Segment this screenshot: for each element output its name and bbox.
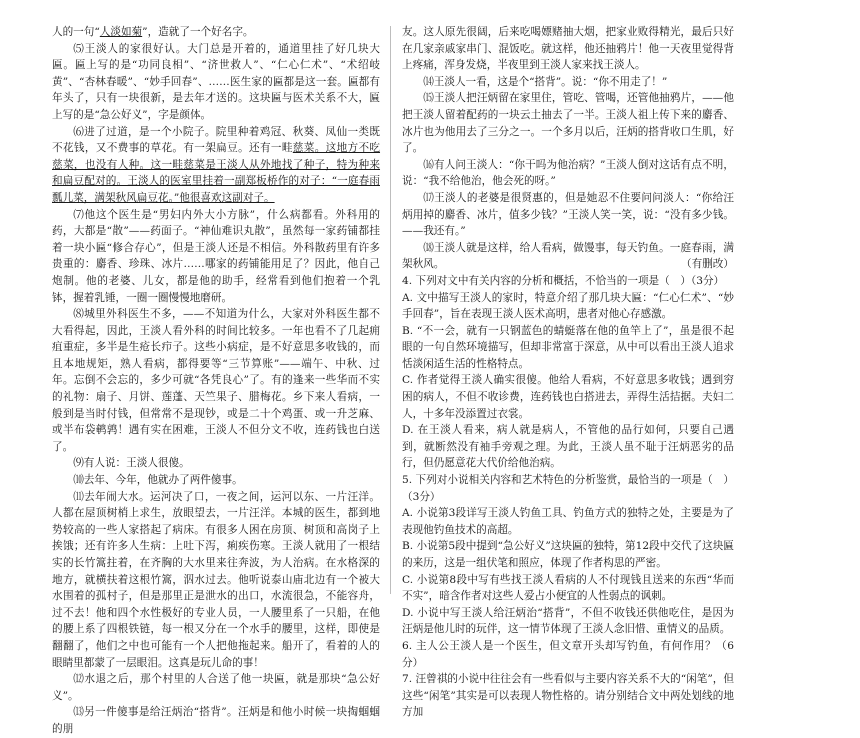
underlined-phrase: 人淡如菊 xyxy=(99,26,143,38)
paragraph-14: ⒁王淡人一看，这是个“搭背”。说：“你不用走了！” xyxy=(423,75,668,88)
question-7: 7. 汪曾祺的小说中往往会有一些看似与主要内容关系不大的“闲笔”，但这些“闲笔”其实是可以表现人物性格的。请分别结合文中两处划线的地方加 xyxy=(402,673,734,719)
question-4: 4. 下列对文中有关内容的分析和概括，不恰当的一项是（ ）（3分） xyxy=(402,274,725,287)
paragraph-10: ⑽去年、今年，他就办了两件傻事。 xyxy=(73,474,243,487)
question-5-option-a: A. 小说第3段详写王淡人钓鱼工具、钓鱼方式的独特之处，主要是为了表现他钓鱼技术的高超。 xyxy=(402,507,734,536)
paragraph-5: ⑸王淡人的家很好认。大门总是开着的，通道里挂了好几块大匾。匾上写的是“功同良相”、“济世救人”、“仁心仁术”、“术绍岐黄”、“杏林春暖”、“妙手回春”、……医生家的匾都是这一套。匾都有年头了，只有一块很新，是去年才送的。这块匾与医术关系不大，匾上写的是“急公好义”，字是颜体。 xyxy=(52,42,380,121)
right-column xyxy=(402,24,734,721)
left-column xyxy=(52,24,380,738)
source-note: （有删改） xyxy=(681,258,734,271)
story-line-1: 人的一句“人淡如菊”，造就了一个好名字。 xyxy=(52,26,254,38)
question-5-option-d: D. 小说中写王淡人给汪炳治“搭背”，不但不收钱还供他吃住，是因为汪炳是他儿时的玩伴，这一情节体现了王淡人念旧惜、重情义的品质。 xyxy=(402,606,734,636)
question-5-option-c: C. 小说第8段中写有些找王淡人看病的人不付现钱且送来的东西“华而不实”，暗含作者对这些人爱占小便宜的人性弱点的讽刺。 xyxy=(402,573,734,603)
question-5: 5. 下列对小说相关内容和艺术特色的分析鉴赏，最恰当的一项是（ ）（3分） xyxy=(402,474,734,503)
question-5-option-b: B. 小说第5段中提到“急公好义”这块匾的独特，第12段中交代了这块匾的来历，这是一组伏笔和照应，体现了作者构思的严密。 xyxy=(402,540,734,569)
question-4-option-c: C. 作者觉得王淡人确实很傻。他给人看病，不好意思多收钱；遇到穷困的病人，不但不收诊费，连药钱也白搭进去，弄得生活拮据。夫妇二人，十多年没添置过衣裳。 xyxy=(402,374,734,420)
question-4-option-d: D. 在王淡人看来，病人就是病人，不管他的品行如何，只要自己遇到，就断然没有袖手旁观之理。为此，王淡人虽不耻于汪炳恶劣的品行，但仍愿意花大代价给他治病。 xyxy=(402,424,734,470)
column-divider xyxy=(390,26,391,594)
paragraph-18: ⒅王淡人就是这样，给人看病，做馒事，每天钓鱼。一庭春雨，满架秋风。 （有删改） xyxy=(402,240,734,273)
story-continuation: 友。这人原先很阔，后来吃喝嫖赌抽大烟，把家业败得精光，最后只好在几家亲戚家串门、混饭吃。就这样，他还抽鸦片！他一天夜里觉得背上疼痛，浑身发烧，半夜里到王淡人家来找王淡人。 xyxy=(402,26,734,72)
question-4-option-a: A. 文中描写王淡人的家时，特意介绍了那几块大匾：“仁心仁术”、“妙手回春”，旨在表现王淡人医术高明，患者对他心存感激。 xyxy=(402,291,734,321)
paragraph-12: ⑿水退之后，那个村里的人合送了他一块匾，就是那块“急公好义”。 xyxy=(52,673,380,702)
underlined-passage: 这一畦慈菜是王淡人从外地找了种子，特为种来和扁豆配对的。王淡人的医室里挂着一副郑板桥作的对子：“一庭春雨瓢儿菜，满架秋风扁豆花。”他很喜欢这副对子。 xyxy=(52,158,381,204)
paragraph-6: ⑹进了过道，是一个小院子。院里种着鸡冠、秋葵、凤仙一类既不花钱，又不费事的草花。有一架扁豆。还有一畦慈菜。这地方不吃慈菜，也没有人种。这一畦慈菜是王淡人从外地找了种子，特为种来和扁豆配对的。王淡人的医室里挂着一副郑板桥作的对子：“一庭春雨瓢儿菜，满架秋风扁豆花。”他很喜欢这副对子。 xyxy=(52,125,381,204)
paragraph-13: ⒀另一件傻事是给汪炳治“搭背”。汪炳是和他小时候一块掏蝈蝈的朋 xyxy=(52,706,380,735)
paragraph-11: ⑾去年闹大水。运河决了口，一夜之间，运河以东、一片汪洋。人都在屋顶树梢上求生，放眼望去，一片汪洋。本城的医生，都到地势较高的一些人家搭起了病床。有很多人困在房顶、树顶和高岗子上挨饿；还有许多人生病：上吐下泻，痢疾伤寒。王淡人就用了一根结实的长竹篙拄着，在齐胸的大水里来往奔波，为人治病。在水格深的地方，就横扶着这根竹篙，泅水过去。他听说泰山庙北边有一个被大水围着的孤村子，但是那里正是泄水的出口，水流很急，不能容舟，过不去！他和四个水性极好的专业人员，一人腰里系了一只船，在他的腰上系了四根铁链，每一根又分在一个水手的腰里，这样，即使是翻翻了，他们之中也可能有一个人把他拖起来。船开了，看着的人的眼睛里都蒙了一层眼泪。这真是玩儿命的事！ xyxy=(52,490,380,669)
paragraph-8: ⑻城里外科医生不多，——不知道为什么，大家对外科医生都不大看得起，因此，王淡人看外科的时间比较多。一年也看不了几起痈疽重症，多半是生疮长疖子。这些小病症，是不好意思多收钱的，而且本地规矩，熟人看病，都得要等“三节算账”——端午、中秋、过年。忘倒不会忘的，多少可就“各凭良心”了。有的逢来一些华而不实的礼物：扇子、月饼、莲蓬、天竺果子、腊梅花。乡下来人看病，一般到是当时付钱，但常常不是现钞，或是二十个鸡蛋、或一升芝麻、或半布袋鹌鹑！遇有实在困难，王淡人不但分文不收，连药钱也白送了。 xyxy=(52,308,380,453)
question-4-option-b: B. “不一会，就有一只钢蓝色的蜻蜓落在他的鱼竿上了”，虽是很不起眼的一句自然环境描写，但却非常富于深意，从中可以看出王淡人追求恬淡闲适生活的性格特点。 xyxy=(402,324,734,370)
question-6: 6. 主人公王淡人是一个医生，但文章开头却写钓鱼，有何作用？（6分） xyxy=(402,639,734,669)
paragraph-17: ⒄王淡人的老婆是很贤惠的，但是她忍不住要问问淡人：“你给汪炳用掉的麝香、冰片，值多少钱？”王淡人笑一笑，说：“没有多少钱。——我还有。” xyxy=(402,191,734,238)
paragraph-9: ⑼有人说：王淡人很傻。 xyxy=(73,457,190,470)
paragraph-15: ⒂王淡人把汪炳留在家里住，管吃、管喝，还管他抽鸦片，——他把王淡人留着配药的一块云土抽去了一半。王淡人祖上传下来的麝香、冰片也为他用去了三分之一。一个多月以后，汪炳的搭背收口生肌，好了。 xyxy=(402,92,734,155)
paragraph-16: ⒃有人问王淡人：“你干吗为他治病？”王淡人倒对这话有点不明，说：“我不给他治，他会死的呀。” xyxy=(402,158,734,188)
paragraph-7: ⑺他这个医生是“男妇内外大小方脉”，什么病都看。外科用的药，大都是“散”——药面子。“神仙难识丸散”，虽然每一家药铺都挂着一块小匾“修合存心”，但是王淡人还是不相信。外科散药里有许多贵重的：麝香、珍珠、冰片……哪家的药铺能用足了？因此，他自己炮制。他的老婆、儿女，都是他的助手，经常看到他们抱着一个乳钵，握着乳锤，一圈一圈慢慢地磨研。 xyxy=(52,208,380,304)
